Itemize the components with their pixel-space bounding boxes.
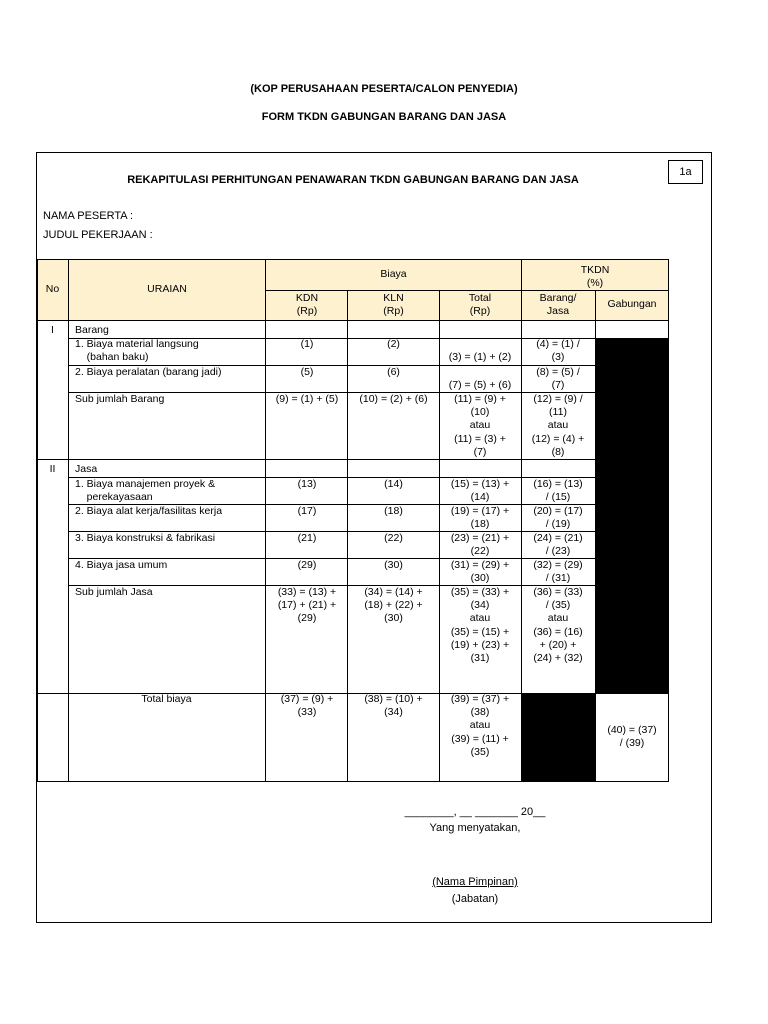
row-uraian: 4. Biaya jasa umum	[75, 559, 168, 571]
row-kln: (30)	[384, 559, 403, 571]
row-kln: (2)	[387, 338, 400, 350]
signature-date-line: ________, __ _______ 20__	[404, 806, 546, 818]
row-uraian: Barang	[75, 324, 109, 336]
row-total: (19) = (17) + (18)	[450, 505, 510, 531]
header-biaya: Biaya	[380, 268, 407, 280]
row-kln: (10) = (2) + (6)	[359, 393, 428, 405]
row-kdn: (13)	[297, 478, 317, 490]
row-total: (7) = (5) + (6)	[448, 379, 512, 392]
signature-name: (Nama Pimpinan)	[432, 876, 518, 888]
row-barang-jasa: (4) = (1) / (3)	[536, 338, 580, 364]
row-uraian: 2. Biaya alat kerja/fasilitas kerja	[75, 505, 223, 517]
row-kdn: (37) = (9) + (33)	[280, 693, 334, 719]
header-kln: KLN (Rp)	[383, 292, 404, 318]
row-kln: (38) = (10) + (34)	[364, 693, 423, 719]
row-kdn: (5)	[300, 366, 314, 378]
header-gabungan: Gabungan	[607, 298, 657, 310]
kop-title: (KOP PERUSAHAAN PESERTA/CALON PENYEDIA)	[250, 83, 518, 95]
row-kln: (34) = (14) + (18) + (22) + (30)	[364, 586, 423, 625]
row-total: (15) = (13) + (14)	[450, 478, 510, 504]
row-total: (35) = (33) + (34) atau (35) = (15) + (19) + (23) + (31)	[450, 586, 510, 665]
row-total: (31) = (29) + (30)	[450, 559, 510, 585]
row-gabungan: (40) = (37) / (39)	[607, 724, 657, 750]
header-tkdn: TKDN (%)	[580, 264, 610, 290]
row-barang-jasa: (20) = (17) / (19)	[533, 505, 583, 531]
row-barang-jasa: (24) = (21) / (23)	[533, 532, 583, 558]
row-no: I	[51, 324, 54, 336]
row-total: (23) = (21) + (22)	[450, 532, 510, 558]
row-no: II	[49, 463, 56, 475]
row-kln: (22)	[384, 532, 403, 544]
header-no: No	[45, 283, 60, 295]
row-uraian: 1. Biaya material langsung (bahan baku)	[75, 338, 199, 364]
row-kln: (6)	[387, 366, 400, 378]
header-total: Total (Rp)	[468, 292, 492, 318]
row-barang-jasa: (36) = (33) / (35) atau (36) = (16) + (20) + (24) + (32)	[533, 586, 583, 665]
row-barang-jasa: (16) = (13) / (15)	[533, 478, 583, 504]
nama-peserta-label: NAMA PESERTA :	[43, 210, 134, 222]
form-title: FORM TKDN GABUNGAN BARANG DAN JASA	[261, 111, 507, 123]
row-kln: (18)	[384, 505, 403, 517]
row-total: (3) = (1) + (2)	[448, 351, 512, 364]
row-uraian: Jasa	[75, 463, 98, 475]
header-barang-jasa: Barang/ Jasa	[539, 292, 577, 318]
row-uraian: Total biaya	[141, 693, 192, 705]
judul-pekerjaan-label: JUDUL PEKERJAAN :	[43, 229, 153, 241]
row-uraian: 3. Biaya konstruksi & fabrikasi	[75, 532, 216, 544]
row-kdn: (9) = (1) + (5)	[275, 393, 339, 405]
total-barang-jasa-filled-block	[521, 693, 595, 781]
row-kln: (14)	[384, 478, 403, 490]
row-total: (11) = (9) + (10) atau (11) = (3) + (7)	[454, 393, 506, 458]
row-uraian: 1. Biaya manajemen proyek & perekayasaan	[75, 478, 216, 504]
row-uraian: Sub jumlah Barang	[75, 393, 165, 405]
form-number-badge: 1a	[668, 160, 703, 184]
row-barang-jasa: (32) = (29) / (31)	[533, 559, 583, 585]
row-total: (39) = (37) + (38) atau (39) = (11) + (35)	[450, 693, 510, 758]
signature-statement: Yang menyatakan,	[429, 822, 521, 834]
rekap-title: REKAPITULASI PERHITUNGAN PENAWARAN TKDN GABUNGAN BARANG DAN JASA	[127, 174, 579, 186]
row-uraian: 2. Biaya peralatan (barang jadi)	[75, 366, 222, 378]
row-kdn: (17)	[297, 505, 317, 517]
row-uraian: Sub jumlah Jasa	[75, 586, 153, 598]
row-kdn: (29)	[297, 559, 317, 571]
signature-position: (Jabatan)	[451, 893, 499, 905]
row-barang-jasa: (8) = (5) / (7)	[536, 366, 580, 392]
row-barang-jasa: (12) = (9) / (11) atau (12) = (4) + (8)	[531, 393, 585, 458]
header-kdn: KDN (Rp)	[295, 292, 319, 318]
row-kdn: (1)	[300, 338, 314, 350]
row-kdn: (33) = (13) + (17) + (21) + (29)	[277, 586, 337, 625]
row-kdn: (21)	[297, 532, 317, 544]
header-uraian: URAIAN	[147, 283, 187, 295]
